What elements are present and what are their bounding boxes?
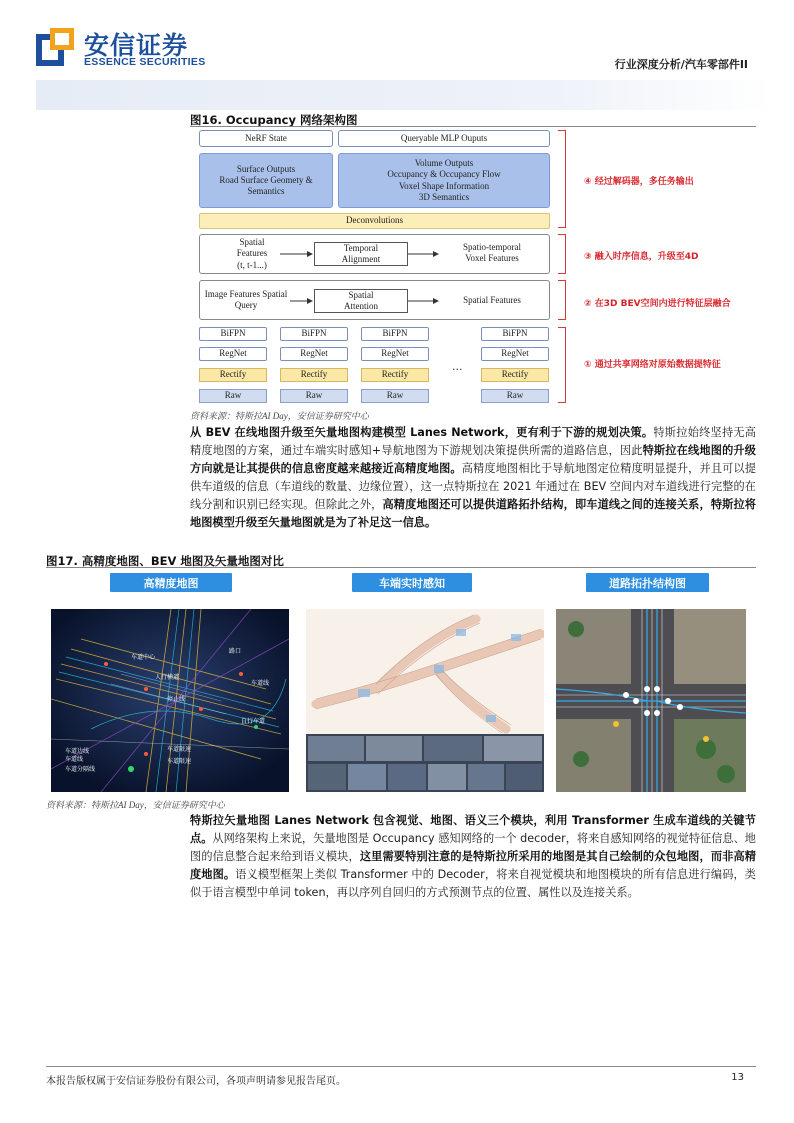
para2-bold-2: 这里需要特别注意的是特斯拉所采用的地图是其自己绘制的众包地图，而非高精度地图。 [190, 850, 756, 881]
hd-map-image [51, 609, 289, 792]
realtime-perception-image [306, 609, 544, 792]
volume-outputs-box: Volume Outputs Occupancy & Occupancy Flow Voxel Shape Information 3D Semantics [338, 153, 550, 208]
bifpn-box: BiFPN [481, 327, 549, 341]
spatial-features-text: Spatial Features (t, t-1...) [236, 237, 268, 270]
annotation-backbone: ① 通过共享网络对原始数据提特征 [584, 360, 721, 370]
bracket-spatial [558, 280, 566, 320]
para2-bold-1: 特斯拉矢量地图 Lanes Network 包含视觉、地图、语义三个模块，利用 Transformer 生成车道线的关键节点。 [190, 814, 756, 845]
hd-label-lane-line-2: 车道线 [65, 757, 84, 763]
tag-hd-map: 高精度地图 [110, 573, 232, 592]
figure17-divider [46, 567, 756, 568]
temporal-alignment-box: Temporal Alignment [314, 242, 408, 266]
hd-label-lane-edge: 车道边线 [65, 749, 90, 755]
paragraph-bev-vector-map [190, 424, 756, 532]
topology-map-image [556, 609, 746, 792]
spatial-attention-box: Spatial Attention [314, 289, 408, 313]
ellipsis: ... [452, 360, 463, 373]
nerf-state-box: NeRF State [199, 130, 333, 147]
hd-label-speed-limit-2: 车道限速 [167, 759, 192, 765]
para2-text-1: 从网络架构上来说，矢量地图是 Occupancy 感知网络的一个 decoder，将来自感知网络的视觉特征信息、地图的信息整合起来给到语义模块， [190, 832, 756, 863]
para1-bold-2: 特斯拉在线地图的升级方向就是让其提供的信息密度越来越接近高精度地图。 [190, 444, 756, 475]
annotation-temporal: ③ 融入时序信息，升级至4D [584, 252, 699, 262]
annotation-decoder: ④ 经过解码器，多任务输出 [584, 177, 694, 187]
para1-bold-1: 从 BEV 在线地图升级至矢量地图构建模型 Lanes Network，更有利于下游的规划决策。 [190, 426, 654, 439]
tag-realtime-perception: 车端实时感知 [352, 573, 472, 592]
realtime-perception-graphic [306, 609, 544, 792]
rectify-box: Rectify [361, 368, 429, 382]
page-number: 13 [731, 1072, 744, 1083]
raw-box: Raw [361, 389, 429, 403]
para1-text-2: 高精度地图相比于导航地图定位精度明显提升，并且可以提供车道级的信息（车道线的数量、边缘位置），这一点特斯拉在 2021 年通过在 BEV 空间内对车道线进行完整的在线分割和识别已经实现。但除此之外， [190, 462, 756, 511]
logo-cn-text: 安信证券 [84, 31, 189, 60]
raw-box: Raw [199, 389, 267, 403]
mlp-outputs-box: Queryable MLP Ouputs [338, 130, 550, 147]
hd-label-divider: 车道分隔线 [65, 767, 96, 773]
regnet-box: RegNet [280, 347, 348, 361]
para2-text-2: 语义模型框架上类似 Transformer 中的 Decoder，将来自视觉模块和地图模块的所有信息进行编码，类似于语言模型中单词 token，再以序列自回归的方式预测节点的位置、属性以及连接关系。 [190, 868, 756, 899]
hd-label-stopline: 停止线 [167, 697, 186, 703]
spatial-features-out-text: Spatial Features [463, 295, 521, 305]
figure16-source: 资料来源：特斯拉AI Day，安信证券研究中心 [190, 411, 369, 421]
logo-en-text: ESSENCE SECURITIES [84, 56, 206, 68]
bifpn-box: BiFPN [199, 327, 267, 341]
regnet-box: RegNet [481, 347, 549, 361]
figure16-title: 图16. Occupancy 网络架构图 [190, 113, 358, 127]
bracket-decoder [558, 130, 566, 228]
hd-label-junction: 路口 [229, 649, 242, 655]
image-query-text: Image Features Spatial Query [204, 289, 288, 311]
rectify-box: Rectify [280, 368, 348, 382]
raw-box: Raw [481, 389, 549, 403]
tag-topology-map: 道路拓扑结构图 [586, 573, 709, 592]
annotation-spatial: ② 在3D BEV空间内进行特征层融合 [584, 299, 731, 309]
footer-disclaimer: 本报告版权属于安信证券股份有限公司，各项声明请参见报告尾页。 [46, 1076, 346, 1087]
topology-map-graphic [556, 609, 746, 792]
rectify-box: Rectify [481, 368, 549, 382]
bifpn-box: BiFPN [280, 327, 348, 341]
rectify-box: Rectify [199, 368, 267, 382]
hd-label-lane-line: 车道线 [251, 681, 270, 687]
bifpn-box: BiFPN [361, 327, 429, 341]
para1-text-1: 特斯拉始终坚持无高精度地图的方案，通过车端实时感知+导航地图为下游规划决策提供所需的道路信息，因此 [190, 426, 756, 457]
deconvolutions-box: Deconvolutions [199, 213, 550, 229]
regnet-box: RegNet [361, 347, 429, 361]
bracket-backbone [558, 327, 566, 403]
regnet-box: RegNet [199, 347, 267, 361]
hd-label-bike-lane: 自行车道 [241, 719, 266, 725]
diagram-arrows [0, 0, 794, 340]
doc-type: 行业深度分析/汽车零部件II [614, 58, 748, 71]
hd-label-crosswalk: 人行横道 [155, 675, 180, 681]
figure17-title: 图17. 高精度地图、BEV 地图及矢量地图对比 [46, 554, 284, 568]
hd-label-speed-limit: 车道限速 [167, 747, 192, 753]
spatio-temporal-text: Spatio-temporal Voxel Features [463, 242, 521, 264]
para1-bold-3: 高精度地图还可以提供道路拓扑结构，即车道线之间的连接关系，特斯拉将地图模型升级至矢量地图就是为了补足这一信息。 [190, 498, 756, 529]
footer-divider [46, 1066, 756, 1067]
surface-outputs-box: Surface Outputs Road Surface Geomety & Semantics [199, 153, 333, 208]
figure17-source: 资料来源：特斯拉AI Day，安信证券研究中心 [46, 800, 225, 810]
hd-label-lane-center: 车道中心 [131, 655, 156, 661]
bracket-temporal [558, 234, 566, 274]
raw-box: Raw [280, 389, 348, 403]
paragraph-lanes-network [190, 812, 756, 902]
